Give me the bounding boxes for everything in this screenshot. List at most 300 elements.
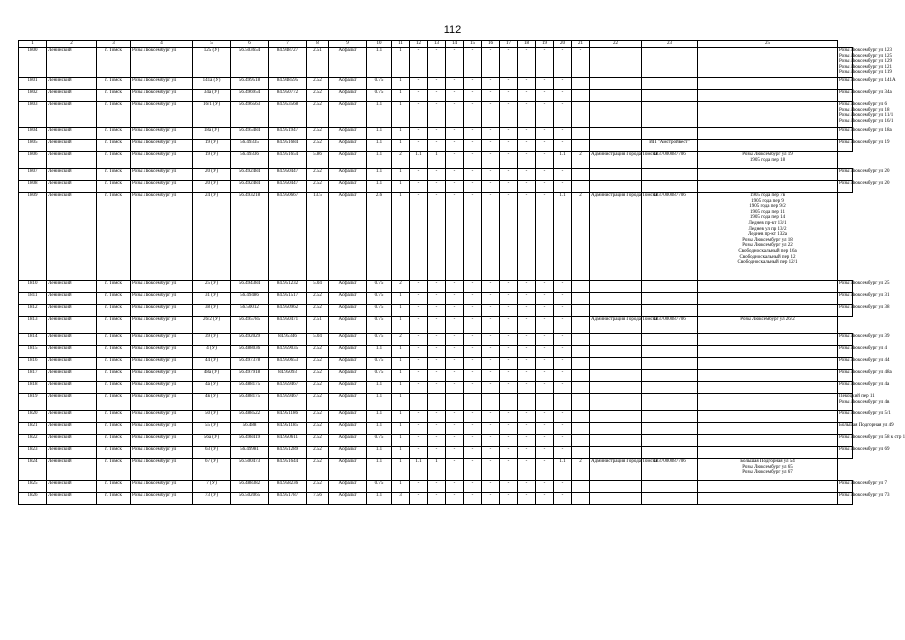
table-cell: г. Томск (97, 492, 131, 504)
table-cell: 84.951654 (269, 151, 307, 168)
table-cell: - (536, 192, 554, 280)
address-line: Розы Люксембург ул 20 (839, 181, 890, 187)
address-line: Розы Люксембург ул 6 (839, 102, 888, 108)
table-cell: - (536, 458, 554, 480)
table-row (19, 480, 853, 492)
table-cell: - (518, 369, 536, 381)
table-cell: Ленинский (47, 304, 97, 316)
address-line: Розы Люксембург ул 48а (839, 370, 892, 376)
table-cell: - (446, 77, 464, 89)
table-cell: - (428, 492, 446, 504)
table-cell: Асфальт (329, 369, 367, 381)
table-cell: 84.950667 (269, 192, 307, 280)
table-cell: Ленинский (47, 422, 97, 434)
table-cell: ИП "Амстройвест" (642, 139, 698, 151)
table-cell: 1 (392, 47, 410, 77)
address-line: 1905 года пер 18 (749, 157, 786, 163)
table-cell: 1807 (19, 168, 47, 180)
table-cell: - (500, 458, 518, 480)
table-cell: 2 (572, 151, 590, 168)
table-cell: 4 (У) (193, 345, 231, 357)
table-cell: 84.951947 (269, 127, 307, 139)
table-row (19, 369, 853, 381)
address-line: Розы Люксембург ул 58 к стр 1 (839, 435, 905, 441)
table-cell: - (464, 304, 482, 316)
table-cell (590, 47, 642, 77)
table-cell (572, 280, 590, 292)
address-line: Розы Люксембург ул 5/1 (839, 411, 891, 417)
table-cell: Ленинский (47, 357, 97, 369)
address-line: Розы Люксембург ул 121 (839, 64, 893, 70)
table-cell: 84.958236 (269, 480, 307, 492)
table-cell: Асфальт (329, 101, 367, 127)
table-cell: 84.951787 (269, 492, 307, 504)
table-cell: г. Томск (97, 304, 131, 316)
table-cell (698, 127, 838, 139)
table-cell (572, 89, 590, 101)
address-line: Розы Люксембург ул 67 (742, 470, 793, 476)
table-cell: - (446, 446, 464, 458)
table-cell: 7 (У) (193, 480, 231, 492)
table-cell: - (554, 410, 572, 422)
table-cell (642, 422, 698, 434)
address-line: 1905 года пер 14 (749, 215, 786, 221)
table-cell: - (536, 434, 554, 446)
table-cell: - (482, 292, 500, 304)
table-cell: - (410, 304, 428, 316)
table-cell: Администрация Города Томска (590, 151, 642, 168)
table-cell: - (554, 316, 572, 333)
table-cell: - (536, 480, 554, 492)
table-cell: 26/2 (У) (193, 316, 231, 333)
table-cell: - (482, 101, 500, 127)
table-cell: - (428, 77, 446, 89)
table-cell: 1.1 (367, 410, 392, 422)
table-cell (590, 304, 642, 316)
table-cell: 1.1 (367, 47, 392, 77)
table-cell: Ленинский (47, 316, 97, 333)
table-cell (572, 77, 590, 89)
page-number: 112 (443, 24, 462, 36)
table-row (19, 280, 853, 292)
table-cell: Розы Люксембург ул (131, 480, 193, 492)
table-cell: - (518, 345, 536, 357)
table-cell: - (410, 192, 428, 280)
address-line: 1905 года пер 9 (751, 198, 784, 204)
table-cell: 1822 (19, 434, 47, 446)
table-cell: - (554, 89, 572, 101)
table-cell: - (428, 101, 446, 127)
table-cell: - (518, 139, 536, 151)
table-cell: Ленинский (47, 180, 97, 192)
table-cell: Асфальт (329, 446, 367, 458)
table-cell: - (446, 192, 464, 280)
table-cell: - (446, 410, 464, 422)
table-cell (590, 180, 642, 192)
table-cell: г. Томск (97, 47, 131, 77)
table-cell: - (410, 316, 428, 333)
address-line: Розы Люксембург ул 38 (839, 305, 890, 311)
table-cell: Ленинский (47, 292, 97, 304)
table-cell: 1.1 (554, 151, 572, 168)
table-cell: - (518, 357, 536, 369)
table-cell: - (554, 357, 572, 369)
table-row (19, 89, 853, 101)
address-line: Розы Люксембург ул 18 (839, 107, 890, 113)
table-cell: 1 (392, 480, 410, 492)
table-cell (482, 393, 500, 410)
table-cell (572, 292, 590, 304)
table-cell (572, 393, 590, 410)
table-cell: - (446, 333, 464, 345)
table-cell: - (428, 292, 446, 304)
table-cell: - (554, 77, 572, 89)
table-cell: 56.499518 (231, 77, 269, 89)
table-row (19, 492, 853, 504)
table-cell (590, 410, 642, 422)
linked-addresses-cell (838, 480, 888, 492)
table-cell (500, 393, 518, 410)
table-cell: 56.49981 (231, 446, 269, 458)
linked-addresses-cell (838, 381, 890, 393)
address-line: Большая Подгорная ул 49 (839, 423, 894, 429)
column-number: 11 (392, 41, 410, 48)
table-cell: 1 (392, 381, 410, 393)
table-cell: - (554, 492, 572, 504)
table-row (19, 458, 853, 480)
table-cell: - (482, 47, 500, 77)
table-cell: - (410, 139, 428, 151)
table-cell: 56.492029 (231, 333, 269, 345)
table-cell: 2.52 (307, 357, 329, 369)
table-cell: - (536, 101, 554, 127)
table-cell: 1.1 (367, 381, 392, 393)
table-cell (590, 492, 642, 504)
table-cell: 84.950772 (269, 89, 307, 101)
table-cell: 1037000087706 (642, 458, 698, 480)
table-cell: - (446, 357, 464, 369)
table-cell: 56.488382 (231, 480, 269, 492)
address-line: Пекоцкий пер 11 (839, 394, 875, 400)
table-cell: Асфальт (329, 168, 367, 180)
table-cell: 1801 (19, 77, 47, 89)
table-cell (572, 127, 590, 139)
table-cell: 0.75 (367, 369, 392, 381)
table-cell: - (446, 316, 464, 333)
table-cell: Розы Люксембург ул (131, 393, 193, 410)
table-cell: 1825 (19, 480, 47, 492)
table-cell: - (518, 410, 536, 422)
table-cell: 56.496954 (231, 89, 269, 101)
table-cell: 56а (У) (193, 434, 231, 446)
table-cell: 2.52 (307, 381, 329, 393)
table-row (19, 192, 853, 280)
table-cell: 56.493218 (231, 192, 269, 280)
table-cell: Ленинский (47, 458, 97, 480)
table-cell: - (554, 292, 572, 304)
table-cell: Розы Люксембург ул (131, 304, 193, 316)
table-cell: г. Томск (97, 357, 131, 369)
table-cell: Асфальт (329, 357, 367, 369)
table-cell: 1.1 (367, 446, 392, 458)
table-cell: 2 (392, 333, 410, 345)
table-cell: - (536, 381, 554, 393)
table-cell: 0.75 (367, 280, 392, 292)
table-cell: - (500, 434, 518, 446)
table-cell: - (410, 492, 428, 504)
table-cell: 1.1 (410, 151, 428, 168)
table-row (19, 316, 853, 333)
table-cell: 125 (У) (193, 47, 231, 77)
table-cell: Асфальт (329, 47, 367, 77)
linked-addresses-cell (838, 345, 888, 357)
table-cell: Асфальт (329, 410, 367, 422)
table-cell: 5.86 (307, 151, 329, 168)
table-cell: - (446, 127, 464, 139)
table-cell: 56.488175 (231, 381, 269, 393)
table-cell: Розы Люксембург ул (131, 434, 193, 446)
table-cell: Розы Люксембург ул (131, 280, 193, 292)
table-cell: 1.1 (367, 180, 392, 192)
table-cell: - (518, 458, 536, 480)
table-cell: г. Томск (97, 180, 131, 192)
address-line: Розы Люксембург ул 4 (839, 346, 888, 352)
table-cell (642, 369, 698, 381)
table-cell: 1 (392, 127, 410, 139)
table-cell: - (482, 381, 500, 393)
table-cell (590, 393, 642, 410)
column-number: 17 (500, 41, 518, 48)
table-cell (698, 492, 838, 504)
table-cell: - (464, 192, 482, 280)
table-cell: Асфальт (329, 280, 367, 292)
table-cell: Розы Люксембург ул (131, 168, 193, 180)
table-cell (642, 127, 698, 139)
table-cell: 1 (392, 357, 410, 369)
address-line: Большая Подгорная ул 54 (740, 459, 795, 465)
table-cell: 1814 (19, 333, 47, 345)
table-cell: - (554, 422, 572, 434)
table-cell: Асфальт (329, 333, 367, 345)
column-number-row (19, 41, 853, 48)
table-cell: - (428, 345, 446, 357)
table-cell: - (482, 410, 500, 422)
table-cell: - (464, 139, 482, 151)
table-row (19, 410, 853, 422)
table-cell: - (554, 127, 572, 139)
table-cell: 84.948727 (269, 47, 307, 77)
table-cell: 1815 (19, 345, 47, 357)
table-cell (590, 381, 642, 393)
table-cell: - (464, 151, 482, 168)
table-cell: 84.950447 (269, 180, 307, 192)
table-cell: 1.1 (367, 393, 392, 410)
table-cell: - (500, 357, 518, 369)
table-cell: г. Томск (97, 333, 131, 345)
table-cell: 1037000087706 (642, 192, 698, 280)
table-cell: - (536, 180, 554, 192)
table-cell: 84.959467 (269, 381, 307, 393)
table-cell: - (536, 168, 554, 180)
table-cell: Ленинский (47, 127, 97, 139)
column-number: 19 (536, 41, 554, 48)
table-cell: - (500, 168, 518, 180)
table-cell: 25 (У) (193, 280, 231, 292)
table-cell: Администрация Города Томска (590, 316, 642, 333)
table-cell: - (464, 345, 482, 357)
table-cell: г. Томск (97, 316, 131, 333)
table-cell: Администрация Города Томска (590, 192, 642, 280)
table-cell: 84.951644 (269, 458, 307, 480)
table-cell (698, 292, 838, 304)
table-cell: 1811 (19, 292, 47, 304)
table-cell: - (554, 168, 572, 180)
table-cell: - (518, 304, 536, 316)
table-cell: 1 (392, 446, 410, 458)
address-line: Розы Люксембург ул 34а (839, 90, 892, 96)
table-cell (698, 480, 838, 492)
table-cell (642, 292, 698, 304)
table-cell: 84.950471 (269, 316, 307, 333)
table-cell: - (500, 180, 518, 192)
table-cell: 18а (У) (193, 127, 231, 139)
table-cell: 1805 (19, 139, 47, 151)
table-cell: 2.52 (307, 180, 329, 192)
linked-addresses-cell (838, 422, 894, 434)
address-line: Леднев ул пр 13/2 (748, 226, 787, 232)
table-cell: - (428, 410, 446, 422)
column-number: 23 (642, 41, 698, 48)
table-cell: Розы Люксембург ул (131, 151, 193, 168)
table-cell: 1 (392, 369, 410, 381)
table-cell: - (464, 480, 482, 492)
table-cell: - (518, 127, 536, 139)
table-cell: Розы Люксембург ул (131, 89, 193, 101)
address-line: Розы Люксембург ул 18а (839, 128, 892, 134)
table-cell: Асфальт (329, 381, 367, 393)
table-cell: 1.1 (554, 192, 572, 280)
table-cell (642, 304, 698, 316)
linked-addresses-cell (698, 151, 838, 168)
table-cell (536, 393, 554, 410)
table-cell (642, 393, 698, 410)
table-cell: - (446, 101, 464, 127)
table-cell: 4а (У) (193, 381, 231, 393)
table-cell: г. Томск (97, 381, 131, 393)
table-cell: г. Томск (97, 393, 131, 410)
table-cell: - (482, 422, 500, 434)
table-cell: Асфальт (329, 192, 367, 280)
table-cell: 1 (392, 316, 410, 333)
table-cell: - (482, 151, 500, 168)
table-cell: 1.1 (367, 127, 392, 139)
table-cell: 84.95093 (269, 369, 307, 381)
table-cell: г. Томск (97, 151, 131, 168)
table-cell: - (464, 77, 482, 89)
table-cell: Ленинский (47, 89, 97, 101)
table-cell: 2.52 (307, 369, 329, 381)
table-cell: 2 (572, 458, 590, 480)
table-cell: Асфальт (329, 89, 367, 101)
table-cell: Ленинский (47, 446, 97, 458)
table-cell: Розы Люксембург ул (131, 357, 193, 369)
column-number: 22 (590, 41, 642, 48)
table-cell: 1804 (19, 127, 47, 139)
table-cell: - (482, 333, 500, 345)
table-cell: 1817 (19, 369, 47, 381)
table-cell: - (464, 492, 482, 504)
table-cell (590, 127, 642, 139)
table-cell: - (446, 434, 464, 446)
table-cell: 2.51 (307, 316, 329, 333)
table-cell: Розы Люксембург ул (131, 410, 193, 422)
table-cell: - (446, 89, 464, 101)
table-cell: Розы Люксембург ул (131, 492, 193, 504)
table-cell: - (428, 381, 446, 393)
table-cell: 1816 (19, 357, 47, 369)
linked-addresses-cell (838, 393, 890, 410)
table-cell: 0.75 (367, 480, 392, 492)
table-cell: 0.75 (367, 89, 392, 101)
table-cell: - (428, 180, 446, 192)
table-cell: - (518, 492, 536, 504)
table-cell: Розы Люксембург ул (131, 446, 193, 458)
table-row (19, 292, 853, 304)
table-cell: - (500, 280, 518, 292)
table-cell: 84.959035 (269, 345, 307, 357)
column-number: 7 (269, 41, 307, 48)
table-cell: - (428, 139, 446, 151)
table-cell: 1 (428, 458, 446, 480)
table-cell: 1.1 (367, 422, 392, 434)
table-cell: - (410, 180, 428, 192)
table-cell (590, 345, 642, 357)
table-cell (698, 77, 838, 89)
table-cell: - (482, 434, 500, 446)
table-cell: 5.04 (307, 333, 329, 345)
table-cell (590, 480, 642, 492)
column-number: 9 (329, 41, 367, 48)
table-cell (590, 77, 642, 89)
column-number: 3 (97, 41, 131, 48)
table-cell: 56.497918 (231, 369, 269, 381)
table-cell: 3 (392, 492, 410, 504)
column-number: 25 (698, 41, 838, 48)
table-cell: - (464, 280, 482, 292)
table-cell: - (428, 333, 446, 345)
table-cell: г. Томск (97, 292, 131, 304)
table-cell: - (410, 127, 428, 139)
table-cell: - (464, 410, 482, 422)
table-cell: 56.49486 (231, 292, 269, 304)
table-cell: Розы Люксембург ул (131, 381, 193, 393)
table-cell: 84.951185 (269, 422, 307, 434)
table-cell: 1 (392, 180, 410, 192)
table-cell: 2.52 (307, 345, 329, 357)
table-cell: - (554, 180, 572, 192)
table-cell (572, 316, 590, 333)
table-cell: г. Томск (97, 168, 131, 180)
table-cell: - (482, 369, 500, 381)
table-cell (590, 434, 642, 446)
table-cell: - (482, 168, 500, 180)
table-cell: 7.56 (307, 492, 329, 504)
table-cell (698, 101, 838, 127)
table-cell: - (464, 446, 482, 458)
table-cell: - (464, 180, 482, 192)
address-line: Розы Люксембург ул 7 (839, 481, 888, 487)
table-cell: г. Томск (97, 369, 131, 381)
